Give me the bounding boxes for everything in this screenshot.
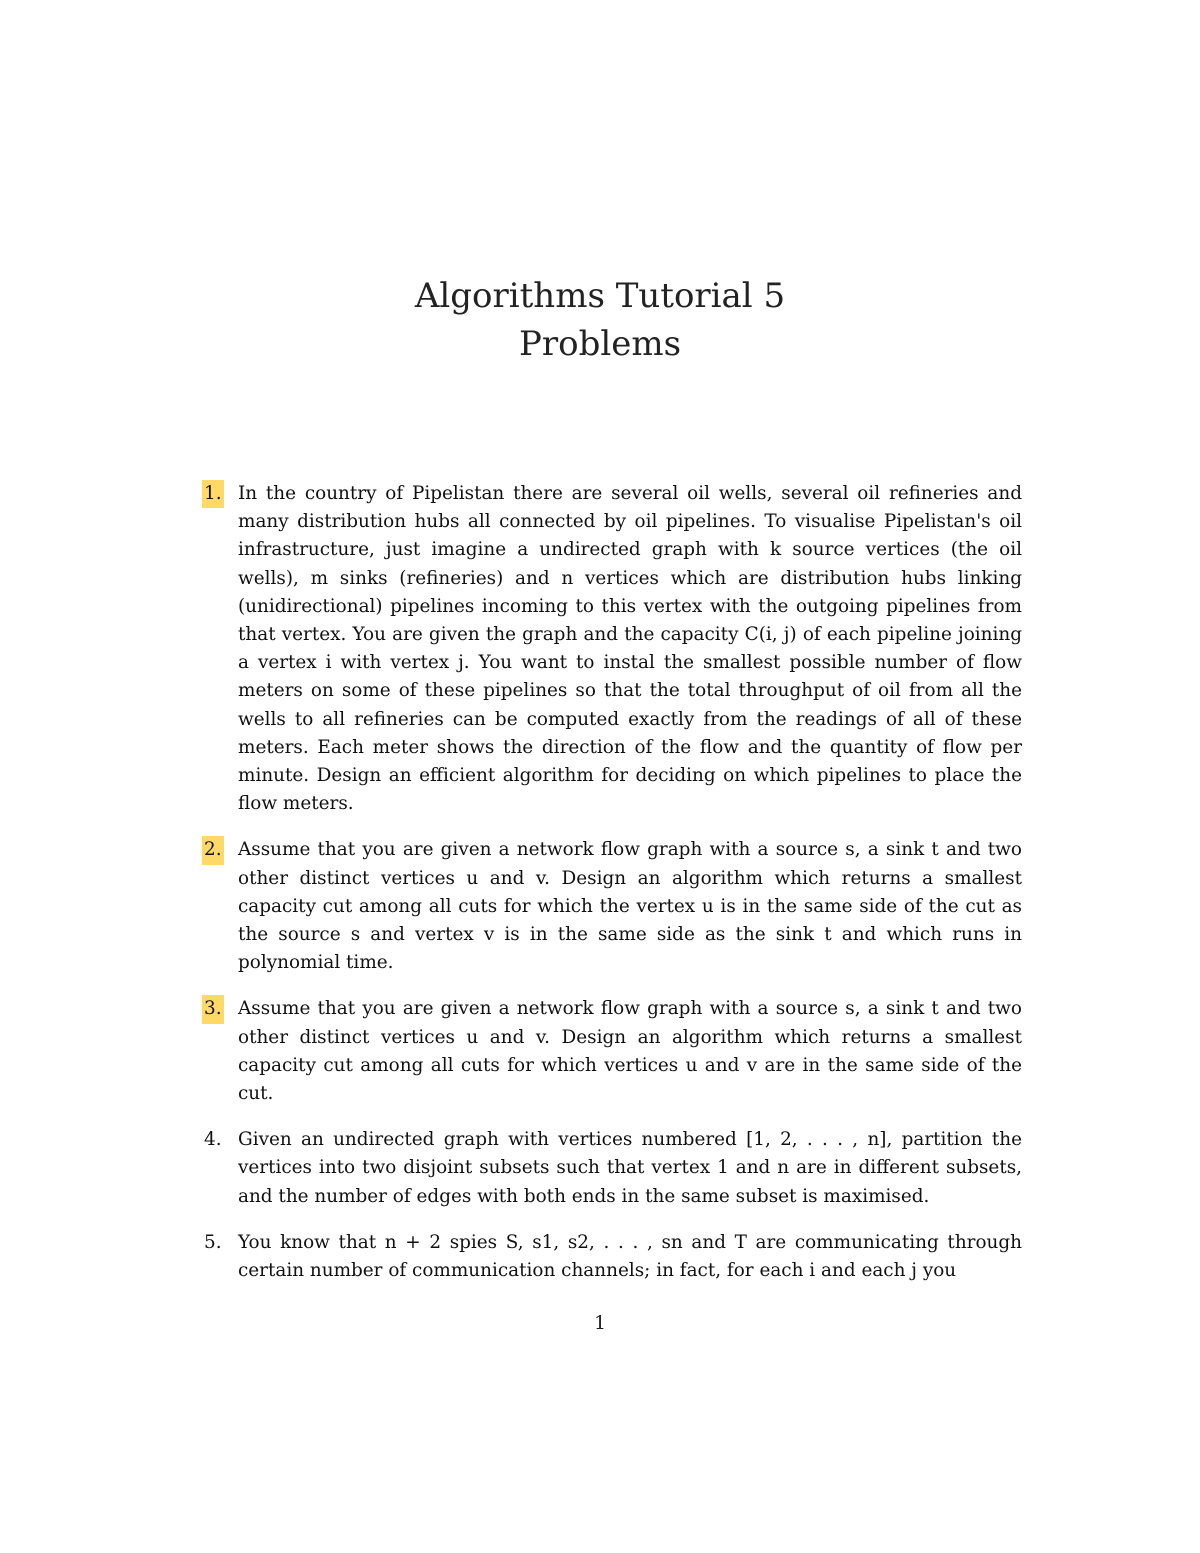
problem-text: Assume that you are given a network flow graph with a source s, a sink t and two other distinct vertices u and v. Design an algorithm which returns a smallest capacity cut among all cuts for which the vertex u is in the same side of the cut as the source s and vertex v is in the same side as the sink t and which runs in polynomial time. [238,839,1022,974]
problem-text: Given an undirected graph with vertices numbered [1, 2, . . . , n], partition the vertices into two disjoint subsets such that vertex 1 and n are in different subsets, and the number of edges with both ends in the same subset is maximised. [238,1129,1022,1207]
problem-number: 2. [202,836,224,864]
page-number: 1 [593,1312,607,1334]
problem-number: 4. [204,1129,222,1151]
problem-number: 3. [202,995,224,1023]
problem-item [200,995,1022,1108]
problem-number: 1. [202,480,224,508]
problem-text: In the country of Pipelistan there are several oil wells, several oil refineries and many distribution hubs all connected by oil pipelines. To visualise Pipelistan's oil infrastructure, just imagine a undirected graph with k source vertices (the oil wells), m sinks (refineries) and n vertices which are distribution hubs linking (unidirectional) pipelines incoming to this vertex with the outgoing pipelines from that vertex. You are given the graph and the capacity C(i, j) of each pipeline joining a vertex i with vertex j. You want to instal the smallest possible number of flow meters on some of these pipelines so that the total throughput of oil from all the wells to all refineries can be computed exactly from the readings of all of these meters. Each meter shows the direction of the flow and the quantity of flow per minute. Design an efficient algorithm for deciding on which pipelines to place the flow meters. [238,483,1022,815]
problem-text: You know that n + 2 spies S, s1, s2, . . . , sn and T are communicating through certain number of communication channels; in fact, for each i and each j you [238,1231,1022,1282]
title-line-2: Problems [518,324,682,364]
problem-item [200,480,1022,818]
problem-item [200,1126,1022,1211]
problem-item [200,1229,1022,1285]
problem-text: Assume that you are given a network flow graph with a source s, a sink t and two other distinct vertices u and v. Design an algorithm which returns a smallest capacity cut among all cuts for which vertices u and v are in the same side of the cut. [238,998,1022,1105]
problem-number: 5. [204,1231,222,1253]
document-title [0,272,1200,368]
problem-item [200,836,1022,977]
title-line-1: Algorithms Tutorial 5 [414,276,786,316]
problem-list [200,480,1022,1303]
